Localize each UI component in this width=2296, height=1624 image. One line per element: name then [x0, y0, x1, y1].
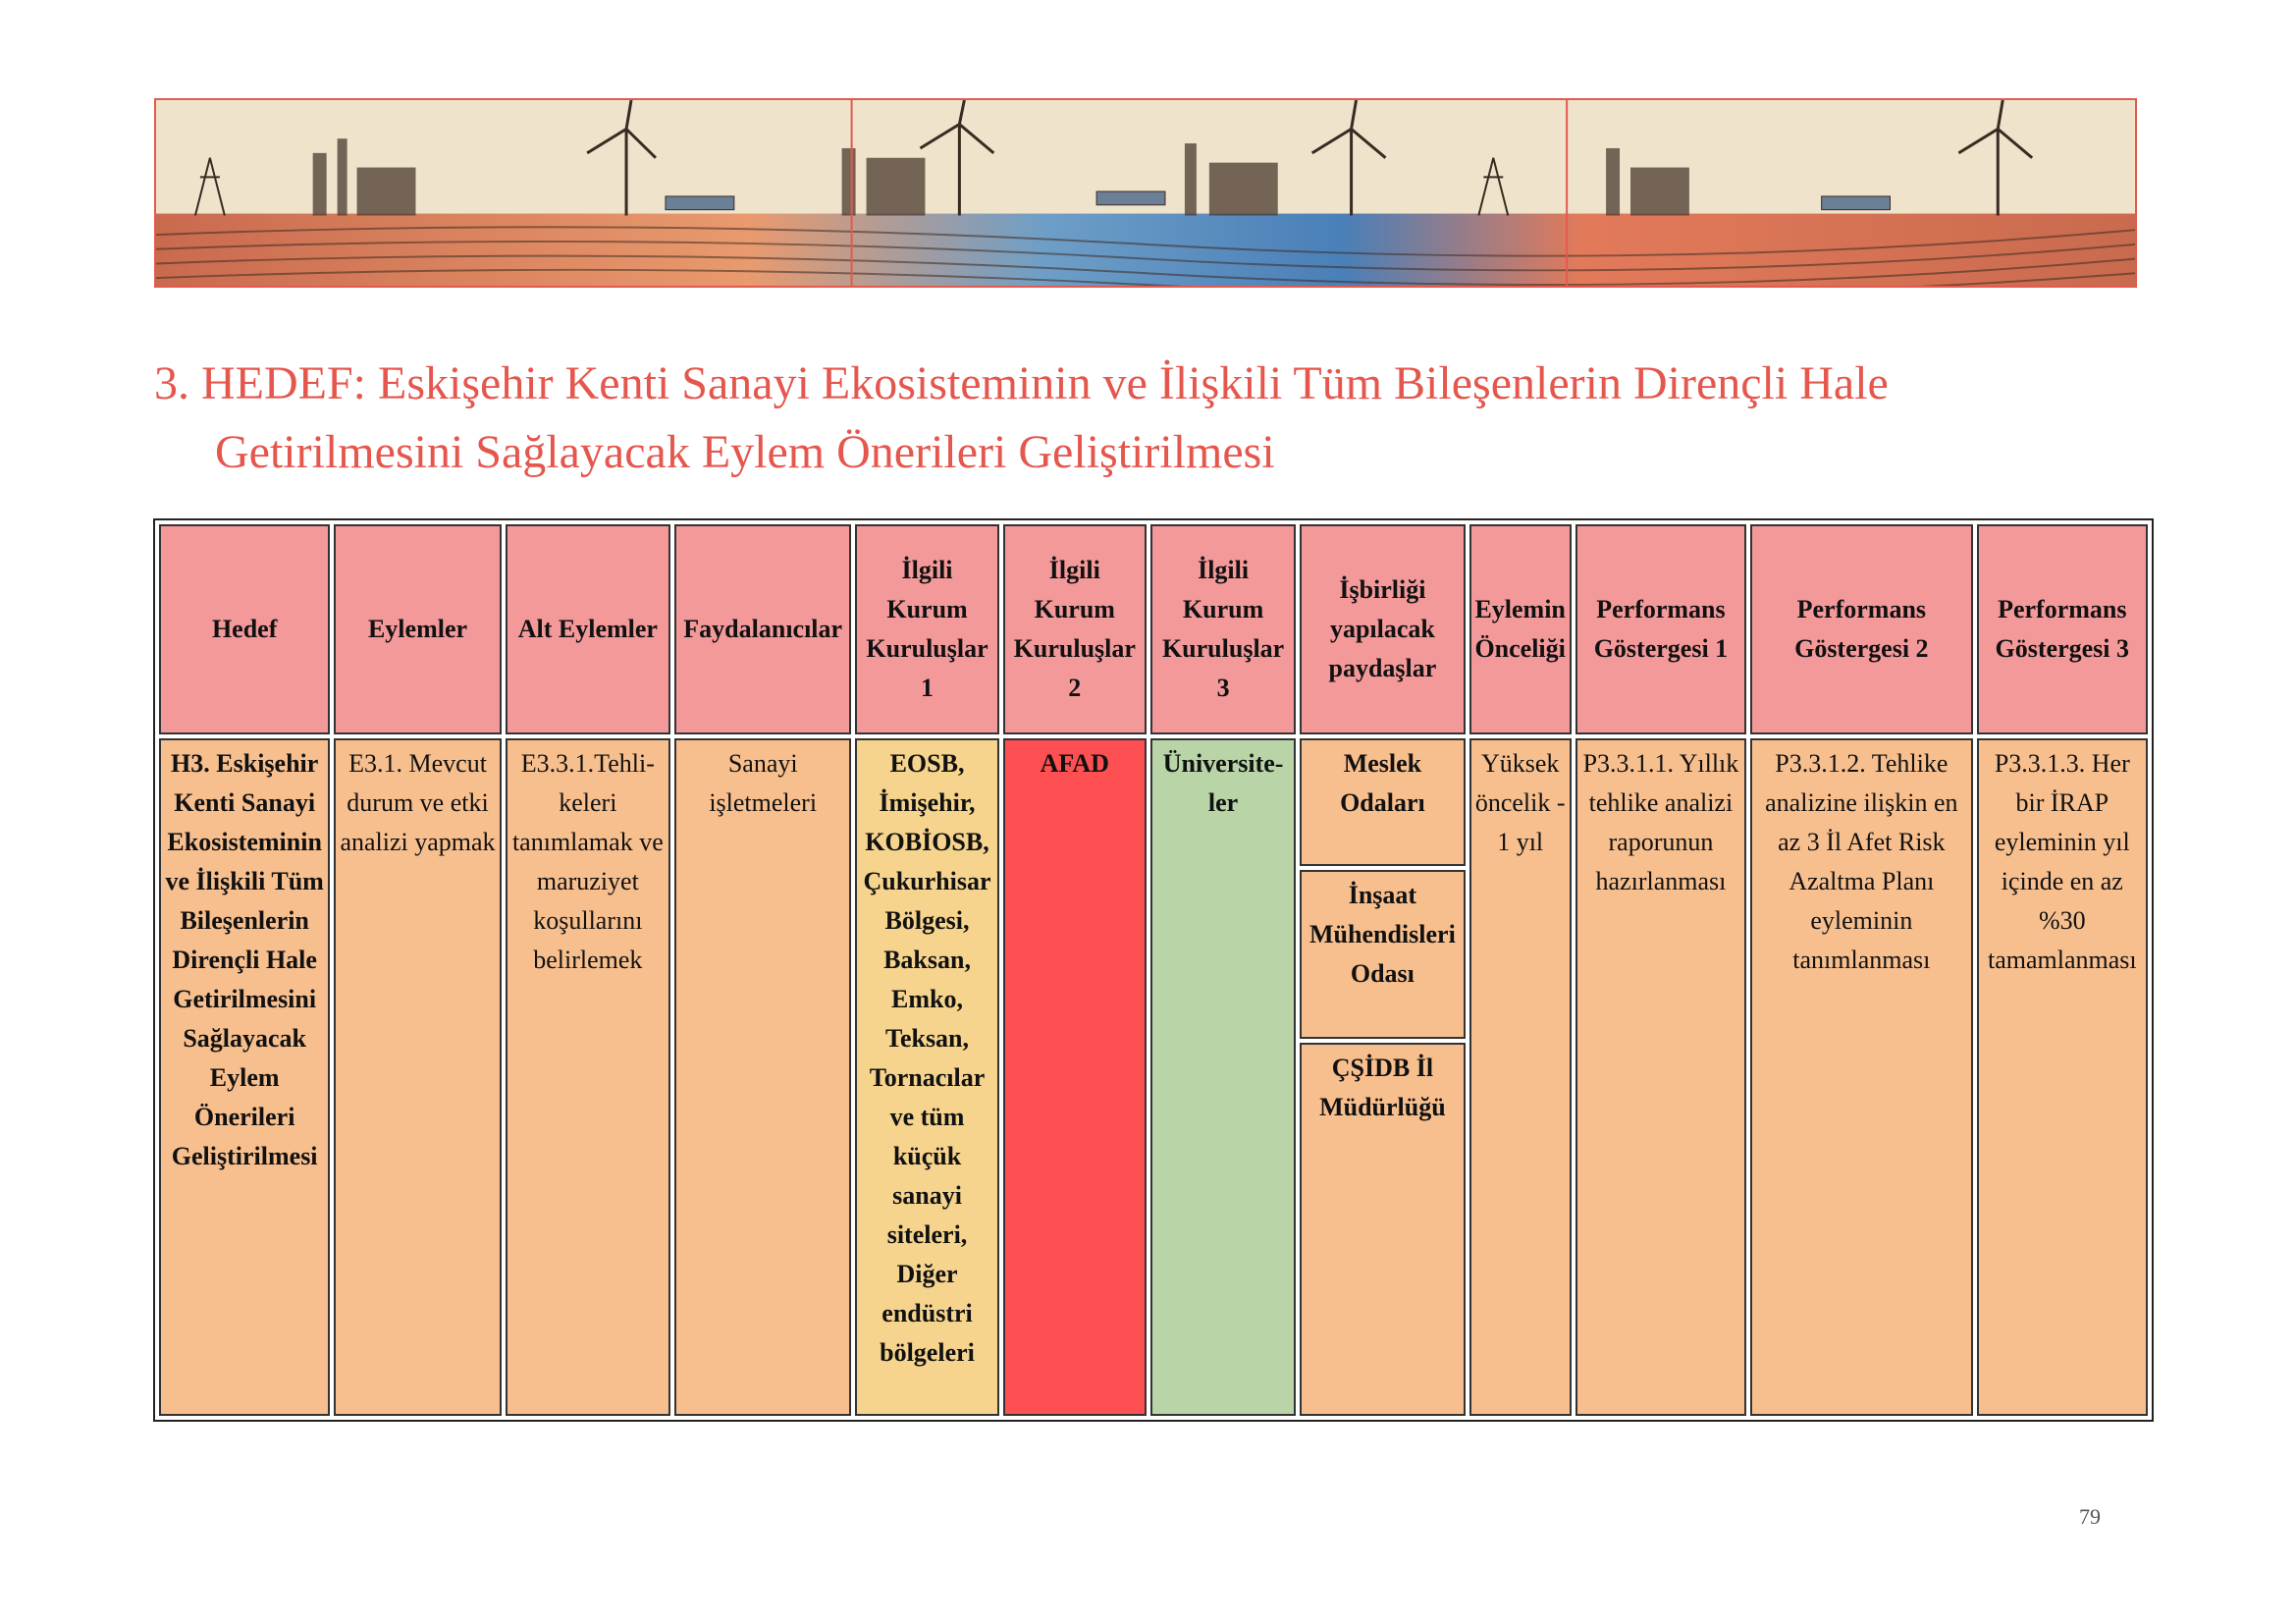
cell-oncelik: Yüksek öncelik - 1 yıl [1469, 738, 1572, 1416]
header-faydalanicilar: Faydalanıcılar [674, 524, 851, 734]
header-kurum-1: İlgili Kurum Kuruluşlar 1 [855, 524, 998, 734]
cell-eylemler: E3.1. Mevcut durum ve etki analizi yapmak [334, 738, 501, 1416]
cell-pg-3: P3.3.1.3. Her bir İRAP eyleminin yıl içinde en az %30 tamamlanması [1977, 738, 2148, 1416]
cell-alt-eylemler: E3.3.1.Tehli-keleri tanımlamak ve maruziyet koşullarını belirlemek [506, 738, 670, 1416]
header-eylemler: Eylemler [334, 524, 501, 734]
industrial-landscape-illustration [156, 100, 2135, 286]
table-row [159, 738, 2148, 1416]
header-oncelik: Eylemin Önceliği [1469, 524, 1572, 734]
cell-hedef: H3. Eskişehir Kenti Sanayi Ekosisteminin ve İlişkili Tüm Bileşenlerin Dirençli Hale Getirilmesini Sağlayacak Eylem Önerileri Geliştirilmesi [159, 738, 330, 1416]
cell-kurum-1: EOSB, İmişehir, KOBİOSB, Çukurhisar Bölgesi, Baksan, Emko, Teksan, Tornacılar ve tüm küçük sanayi siteleri, Diğer endüstri bölgeleri [855, 738, 998, 1416]
paydas-item: İnşaat Mühendisleri Odası [1300, 870, 1465, 1039]
header-hedef: Hedef [159, 524, 330, 734]
page-title-line-2: Getirilmesini Sağlayacak Eylem Önerileri Geliştirilmesi [215, 426, 1275, 478]
paydas-item: ÇŞİDB İl Müdürlüğü [1300, 1043, 1465, 1416]
header-pg-1: Performans Göstergesi 1 [1575, 524, 1746, 734]
header-kurum-2: İlgili Kurum Kuruluşlar 2 [1003, 524, 1147, 734]
header-kurum-3: İlgili Kurum Kuruluşlar 3 [1150, 524, 1296, 734]
header-pg-2: Performans Göstergesi 2 [1750, 524, 1972, 734]
header-paydaslar: İşbirliği yapılacak paydaşlar [1300, 524, 1465, 734]
cell-pg-1: P3.3.1.1. Yıllık tehlike analizi raporunun hazırlanması [1575, 738, 1746, 1416]
cell-faydalanicilar: Sanayi işletmeleri [674, 738, 851, 1416]
cell-kurum-2: AFAD [1003, 738, 1147, 1416]
cell-pg-2: P3.3.1.2. Tehlike analizine ilişkin en az 3 İl Afet Risk Azaltma Planı eyleminin tanımlanması [1750, 738, 1972, 1416]
action-plan-table [155, 520, 2152, 1420]
page-title [154, 350, 2196, 487]
page-title-line-1: 3. HEDEF: Eskişehir Kenti Sanayi Ekosisteminin ve İlişkili Tüm Bileşenlerin Dirençli Hale [154, 357, 1889, 409]
cell-paydaslar [1300, 738, 1465, 1416]
header-pg-3: Performans Göstergesi 3 [1977, 524, 2148, 734]
paydas-item: Meslek Odaları [1300, 738, 1465, 866]
table-header-row [159, 524, 2148, 734]
cell-kurum-3: Üniversite-ler [1150, 738, 1296, 1416]
header-banner [154, 98, 2137, 288]
page-number: 79 [2079, 1504, 2101, 1529]
header-alt-eylemler: Alt Eylemler [506, 524, 670, 734]
action-plan-table-wrapper [153, 518, 2154, 1422]
